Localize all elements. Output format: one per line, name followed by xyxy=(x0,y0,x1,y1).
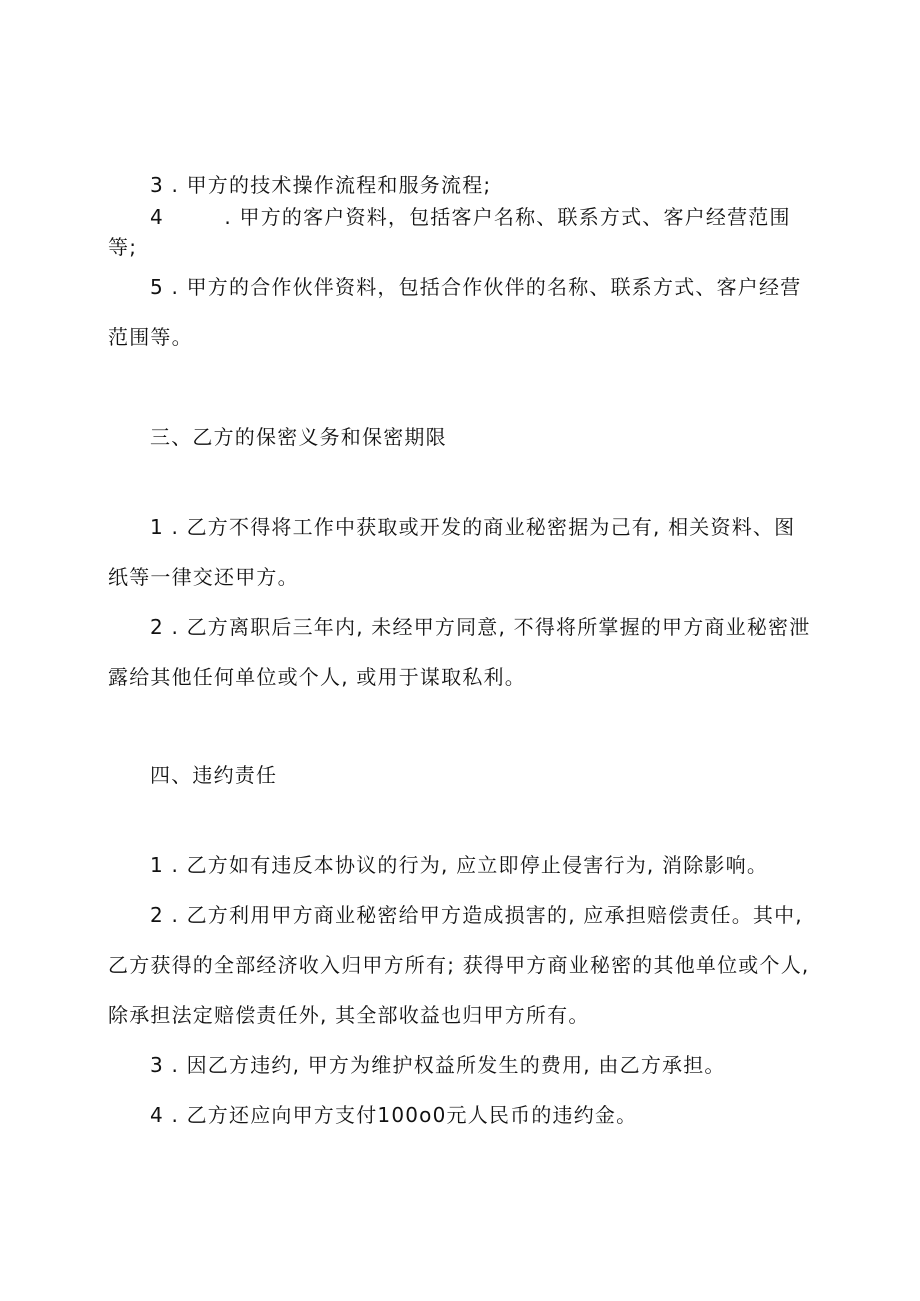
sec4-item-2-line2: 乙方获得的全部经济收入归甲方所有; 获得甲方商业秘密的其他单位或个人, xyxy=(108,953,810,977)
sec4-item-1: 1 . 乙方如有违反本协议的行为, 应立即停止侵害行为, 消除影响。 xyxy=(150,853,769,877)
sec3-item-1-line2: 纸等一律交还甲方。 xyxy=(108,565,299,589)
sec3-item-1-line1: 1 . 乙方不得将工作中获取或开发的商业秘密据为己有, 相关资料、图 xyxy=(150,515,796,539)
sec4-item-3: 3 . 因乙方违约, 甲方为维护权益所发生的费用, 由乙方承担。 xyxy=(150,1053,726,1077)
section-heading-3: 三、乙方的保密义务和保密期限 xyxy=(150,425,447,449)
clause-item-4-line2: 等; xyxy=(108,235,138,259)
sec4-item-2-line3: 除承担法定赔偿责任外, 其全部收益也归甲方所有。 xyxy=(108,1003,590,1027)
sec3-item-2-line2: 露给其他任何单位或个人, 或用于谋取私利。 xyxy=(108,665,526,689)
clause-item-5-line2: 范围等。 xyxy=(108,325,193,349)
sec4-item-2-line1: 2 . 乙方利用甲方商业秘密给甲方造成损害的, 应承担赔偿责任。其中, xyxy=(150,903,803,927)
section-heading-4: 四、违约责任 xyxy=(150,763,278,787)
clause-item-3: 3 . 甲方的技术操作流程和服务流程; xyxy=(150,173,492,197)
sec3-item-2-line1: 2 . 乙方离职后三年内, 未经甲方同意, 不得将所掌握的甲方商业秘密泄 xyxy=(150,615,811,639)
sec4-item-4: 4 . 乙方还应向甲方支付100o0元人民币的违约金。 xyxy=(150,1103,638,1127)
clause-item-4-line1: 4 . 甲方的客户资料，包括客户名称、联系方式、客户经营范围 xyxy=(150,205,791,229)
clause-item-5-line1: 5 . 甲方的合作伙伴资料，包括合作伙伴的名称、联系方式、客户经营 xyxy=(150,275,802,299)
